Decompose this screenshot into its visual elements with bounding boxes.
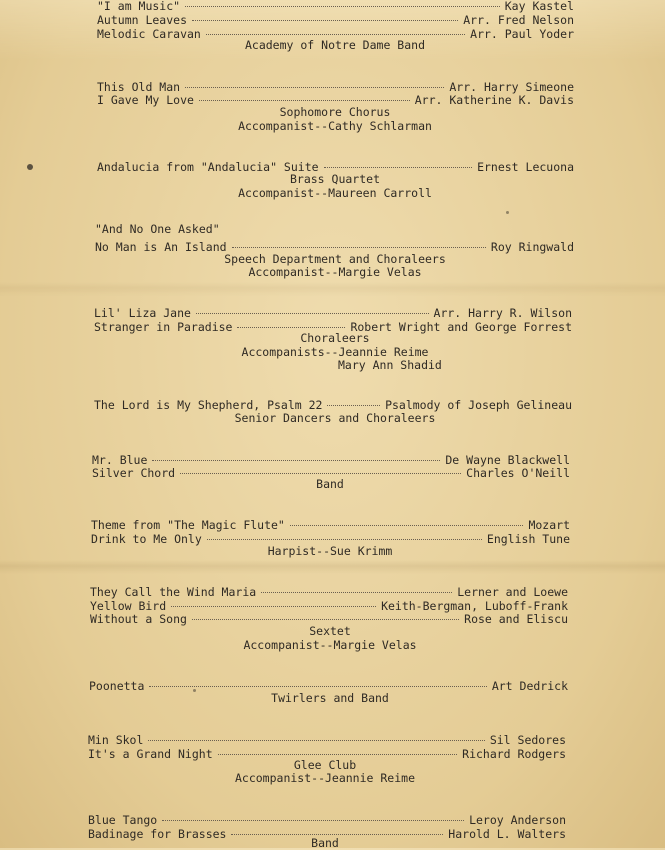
performer-line: Accompanists--Jeannie Reime xyxy=(241,345,429,359)
piece-title: The Lord is My Shepherd, Psalm 22 xyxy=(94,398,323,412)
performer-line: Academy of Notre Dame Band xyxy=(244,38,425,52)
dot-leader xyxy=(324,167,473,168)
piece-title: "And No One Asked" xyxy=(95,222,220,236)
performer-line: Brass Quartet xyxy=(289,172,380,186)
ink-spot xyxy=(506,211,509,214)
performer-line: Accompanist--Margie Velas xyxy=(243,638,417,652)
dot-leader xyxy=(327,405,380,406)
dot-leader xyxy=(199,100,410,101)
piece-title: Theme from "The Magic Flute" xyxy=(91,518,285,532)
dot-leader xyxy=(237,327,345,328)
piece-title: Melodic Caravan xyxy=(97,27,201,41)
performer-line: Sophomore Chorus xyxy=(279,105,391,119)
dot-leader xyxy=(162,820,464,821)
piece-title: Badinage for Brasses xyxy=(88,827,227,841)
program-entry xyxy=(94,306,572,320)
dot-leader xyxy=(232,247,486,248)
dot-leader xyxy=(192,20,458,21)
composer: Ernest Lecuona xyxy=(477,160,574,174)
composer: Kay Kastel xyxy=(504,0,574,13)
composer: Arr. Fred Nelson xyxy=(463,13,574,27)
dot-leader xyxy=(148,740,484,741)
performer-line: Band xyxy=(316,477,344,491)
composer: Lerner and Loewe xyxy=(457,585,568,599)
program-entry xyxy=(97,80,574,94)
piece-title: Mr. Blue xyxy=(92,453,148,467)
piece-title: No Man is An Island xyxy=(95,240,227,254)
program-entry xyxy=(90,599,568,613)
program-entry xyxy=(88,813,566,827)
piece-title: This Old Man xyxy=(97,80,181,94)
program-entry xyxy=(92,453,570,467)
composer: De Wayne Blackwell xyxy=(445,453,570,467)
dot-leader xyxy=(149,686,486,687)
composer: Arr. Harry Simeone xyxy=(449,80,574,94)
piece-title: They Call the Wind Maria xyxy=(90,585,257,599)
composer: Keith-Bergman, Luboff-Frank xyxy=(381,599,568,613)
piece-title: Stranger in Paradise xyxy=(94,320,233,334)
composer: Mozart xyxy=(528,518,570,532)
performer-line: Mary Ann Shadid xyxy=(338,358,442,372)
performer-line: Twirlers and Band xyxy=(271,691,389,705)
dot-leader xyxy=(218,754,458,755)
program-entry xyxy=(88,733,566,747)
program-entry xyxy=(97,13,574,27)
composer: Arr. Harry R. Wilson xyxy=(433,306,572,320)
composer: Charles O'Neill xyxy=(466,466,570,480)
dot-leader xyxy=(185,87,444,88)
composer: Leroy Anderson xyxy=(469,813,566,827)
performer-line: Harpist--Sue Krimm xyxy=(267,544,393,558)
composer: Harold L. Walters xyxy=(448,827,566,841)
composer: Robert Wright and George Forrest xyxy=(350,320,572,334)
piece-title: Drink to Me Only xyxy=(91,532,202,546)
dot-leader xyxy=(185,6,500,7)
performer-line: Sextet xyxy=(309,624,351,638)
performer-line: Choraleers xyxy=(300,331,370,345)
program-entry xyxy=(95,222,574,236)
dot-leader xyxy=(206,34,465,35)
performer-line: Glee Club xyxy=(293,758,357,772)
program-entry xyxy=(90,585,568,599)
composer: Arr. Paul Yoder xyxy=(470,27,574,41)
piece-title: Autumn Leaves xyxy=(97,13,188,27)
piece-title: Yellow Bird xyxy=(90,599,167,613)
composer: Roy Ringwald xyxy=(490,240,574,254)
program-entry xyxy=(91,518,570,532)
piece-title: Without a Song xyxy=(90,612,187,626)
piece-title: Poonetta xyxy=(89,679,145,693)
ink-spot xyxy=(193,689,196,692)
program-entry xyxy=(94,398,572,412)
piece-title: It's a Grand Night xyxy=(88,747,213,761)
ink-spot xyxy=(27,164,33,170)
composer: Rose and Eliscu xyxy=(464,612,568,626)
piece-title: Silver Chord xyxy=(92,466,176,480)
performer-line: Band xyxy=(311,836,339,850)
piece-title: Andalucia from "Andalucia" Suite xyxy=(97,160,319,174)
composer: English Tune xyxy=(486,532,570,546)
dot-leader xyxy=(290,525,524,526)
piece-title: Blue Tango xyxy=(88,813,158,827)
program-entry xyxy=(97,0,574,13)
performer-line: Accompanist--Margie Velas xyxy=(248,265,422,279)
piece-title: "I am Music" xyxy=(97,0,181,13)
composer: Arr. Katherine K. Davis xyxy=(414,93,574,107)
performer-line: Accompanist--Cathy Schlarman xyxy=(238,119,432,133)
composer: Richard Rodgers xyxy=(462,747,566,761)
dot-leader xyxy=(171,606,376,607)
dot-leader xyxy=(192,619,459,620)
dot-leader xyxy=(231,834,443,835)
performer-line: Senior Dancers and Choraleers xyxy=(234,411,436,425)
dot-leader xyxy=(261,592,452,593)
piece-title: Lil' Liza Jane xyxy=(94,306,191,320)
dot-leader xyxy=(196,313,429,314)
piece-title: I Gave My Love xyxy=(97,93,194,107)
dot-leader xyxy=(152,460,440,461)
composer: Art Dedrick xyxy=(491,679,568,693)
performer-line: Accompanist--Jeannie Reime xyxy=(234,771,415,785)
dot-leader xyxy=(207,539,482,540)
composer: Psalmody of Joseph Gelineau xyxy=(385,398,572,412)
piece-title: Min Skol xyxy=(88,733,144,747)
performer-line: Accompanist--Maureen Carroll xyxy=(238,186,432,200)
composer: Sil Sedores xyxy=(489,733,566,747)
dot-leader xyxy=(180,473,461,474)
performer-line: Speech Department and Choraleers xyxy=(224,252,446,266)
